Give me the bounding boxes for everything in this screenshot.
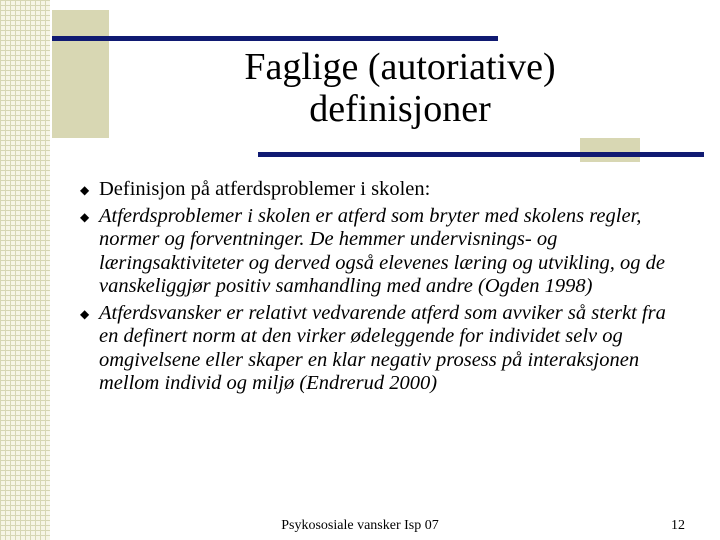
slide-title: [150, 46, 650, 130]
bullet-item: [70, 302, 685, 396]
accent-bar-top: [52, 36, 498, 41]
bullet-diamond-icon: ◆: [80, 209, 90, 224]
accent-bar-bottom: [258, 152, 704, 157]
bullet-text: Atferdsvansker er relativt vedvarende atferd som avviker så sterkt fra en definert norm at den virker ødeleggende for individet selv og omgivelsene eller skaper en klar negativ prosess på interaksjonen mellom individ og miljø (Endrerud 2000): [99, 301, 666, 394]
bullet-list: [70, 178, 685, 396]
slide-number: 12: [671, 518, 685, 533]
bullet-item: [70, 205, 685, 299]
footer-text: Psykososiale vansker Isp 07: [281, 518, 439, 533]
bullet-diamond-icon: ◆: [80, 183, 90, 197]
bullet-diamond-icon: ◆: [80, 306, 90, 321]
bullet-text: Atferdsproblemer i skolen er atferd som bryter med skolens regler, normer og forventninger. De hemmer undervisnings- og læringsaktiviteter og derved også elevenes læring og utvikling, og de vanskeliggjør positiv samhandling med andre (Ogden 1998): [99, 204, 665, 297]
bullet-text: Definisjon på atferdsproblemer i skolen:: [99, 178, 431, 200]
title-line-1: Faglige (autoriative): [244, 46, 556, 88]
title-line-2: definisjoner: [309, 88, 491, 130]
checkered-stripe: [0, 0, 50, 540]
bullet-item: [70, 178, 685, 202]
decorative-block-top-left: [52, 10, 109, 138]
decorative-block-right: [580, 138, 640, 162]
